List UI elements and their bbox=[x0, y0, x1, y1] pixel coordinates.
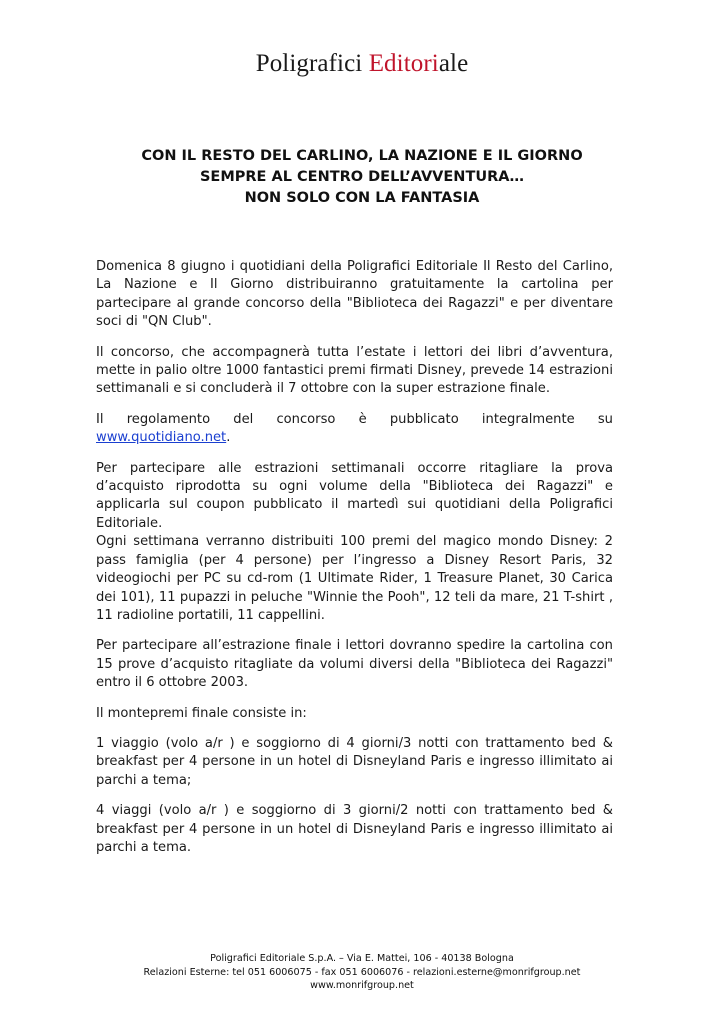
rules-text: Il regolamento del concorso è pubblicato integralmente su bbox=[96, 411, 613, 427]
press-release-body bbox=[96, 258, 613, 869]
page-footer bbox=[0, 952, 724, 993]
footer-contacts: Relazioni Esterne: tel 051 6006075 - fax 051 6006076 - relazioni.esterne@monrifgroup.net bbox=[143, 966, 581, 978]
paragraph-weekly-draws: Per partecipare alle estrazioni settimanali occorre ritagliare la prova d’acquisto riprodotta su ogni volume della "Biblioteca dei Ragazzi" e applicarla sul coupon pubblicato il martedì sui quotidiani della Poligrafici Editoriale. bbox=[96, 460, 613, 531]
footer-address: Poligrafici Editoriale S.p.A. – Via E. Mattei, 106 - 40138 Bologna bbox=[210, 953, 514, 964]
paragraph-prize-2: 4 viaggi (volo a/r ) e soggiorno di 3 giorni/2 notti con trattamento bed & breakfast per 4 persone in un hotel di Disneyland Paris e ingresso illimitato ai parchi a tema. bbox=[96, 803, 613, 855]
paragraph-announcement: Domenica 8 giugno i quotidiani della Poligrafici Editoriale Il Resto del Carlino, La Nazione e Il Giorno distribuiranno gratuitamente la cartolina per partecipare al grande concorso della "Biblioteca dei Ragazzi" e per diventare soci di "QN Club". bbox=[96, 259, 613, 330]
logo-text-accent: Editori bbox=[368, 50, 439, 77]
paragraph-weekly-prizes: Ogni settimana verranno distribuiti 100 premi del magico mondo Disney: 2 pass famiglia (per 4 persone) per l’ingresso a Disney Resort Paris, 32 videogiochi per PC su cd-rom (1 Ultimate Rider, 1 Treasure Planet, 30 Carica dei 101), 11 pupazzi in peluche "Winnie the Pooh", 12 teli da mare, 21 T-shirt , 11 radioline portatili, 11 cappellini. bbox=[96, 534, 613, 623]
rules-period: . bbox=[226, 430, 231, 446]
paragraph-rules bbox=[96, 411, 613, 448]
paragraph-final-draw: Per partecipare all’estrazione finale i lettori dovranno spedire la cartolina con 15 prove d’acquisto ritagliate da volumi diversi della "Biblioteca dei Ragazzi" entro il 6 ottobre 2003. bbox=[96, 638, 613, 691]
paragraph-contest: Il concorso, che accompagnerà tutta l’estate i lettori dei libri d’avventura, mette in palio oltre 1000 fantastici premi firmati Disney, prevede 14 estrazioni settimanali e si concluderà il 7 ottobre con la super estrazione finale. bbox=[96, 344, 613, 397]
press-release-headline bbox=[0, 146, 724, 209]
headline-line-2: SEMPRE AL CENTRO DELL’AVVENTURA… bbox=[199, 169, 524, 185]
paragraph-prize-1: 1 viaggio (volo a/r ) e soggiorno di 4 giorni/3 notti con trattamento bed & breakfast per 4 persone in un hotel di Disneyland Paris e ingresso illimitato ai parchi a tema; bbox=[96, 735, 613, 788]
headline-line-3: NON SOLO CON LA FANTASIA bbox=[244, 190, 480, 206]
footer-website: www.monrifgroup.net bbox=[310, 980, 414, 991]
headline-line-1: CON IL RESTO DEL CARLINO, LA NAZIONE E IL GIORNO bbox=[141, 148, 583, 164]
logo-text-part3: ale bbox=[438, 50, 469, 77]
quotidiano-link[interactable]: www.quotidiano.net bbox=[96, 430, 227, 446]
paragraph-final-prizes-intro: Il montepremi finale consiste in: bbox=[96, 705, 307, 721]
company-logo bbox=[0, 50, 724, 78]
logo-text-part1: Poligrafici bbox=[255, 50, 369, 77]
